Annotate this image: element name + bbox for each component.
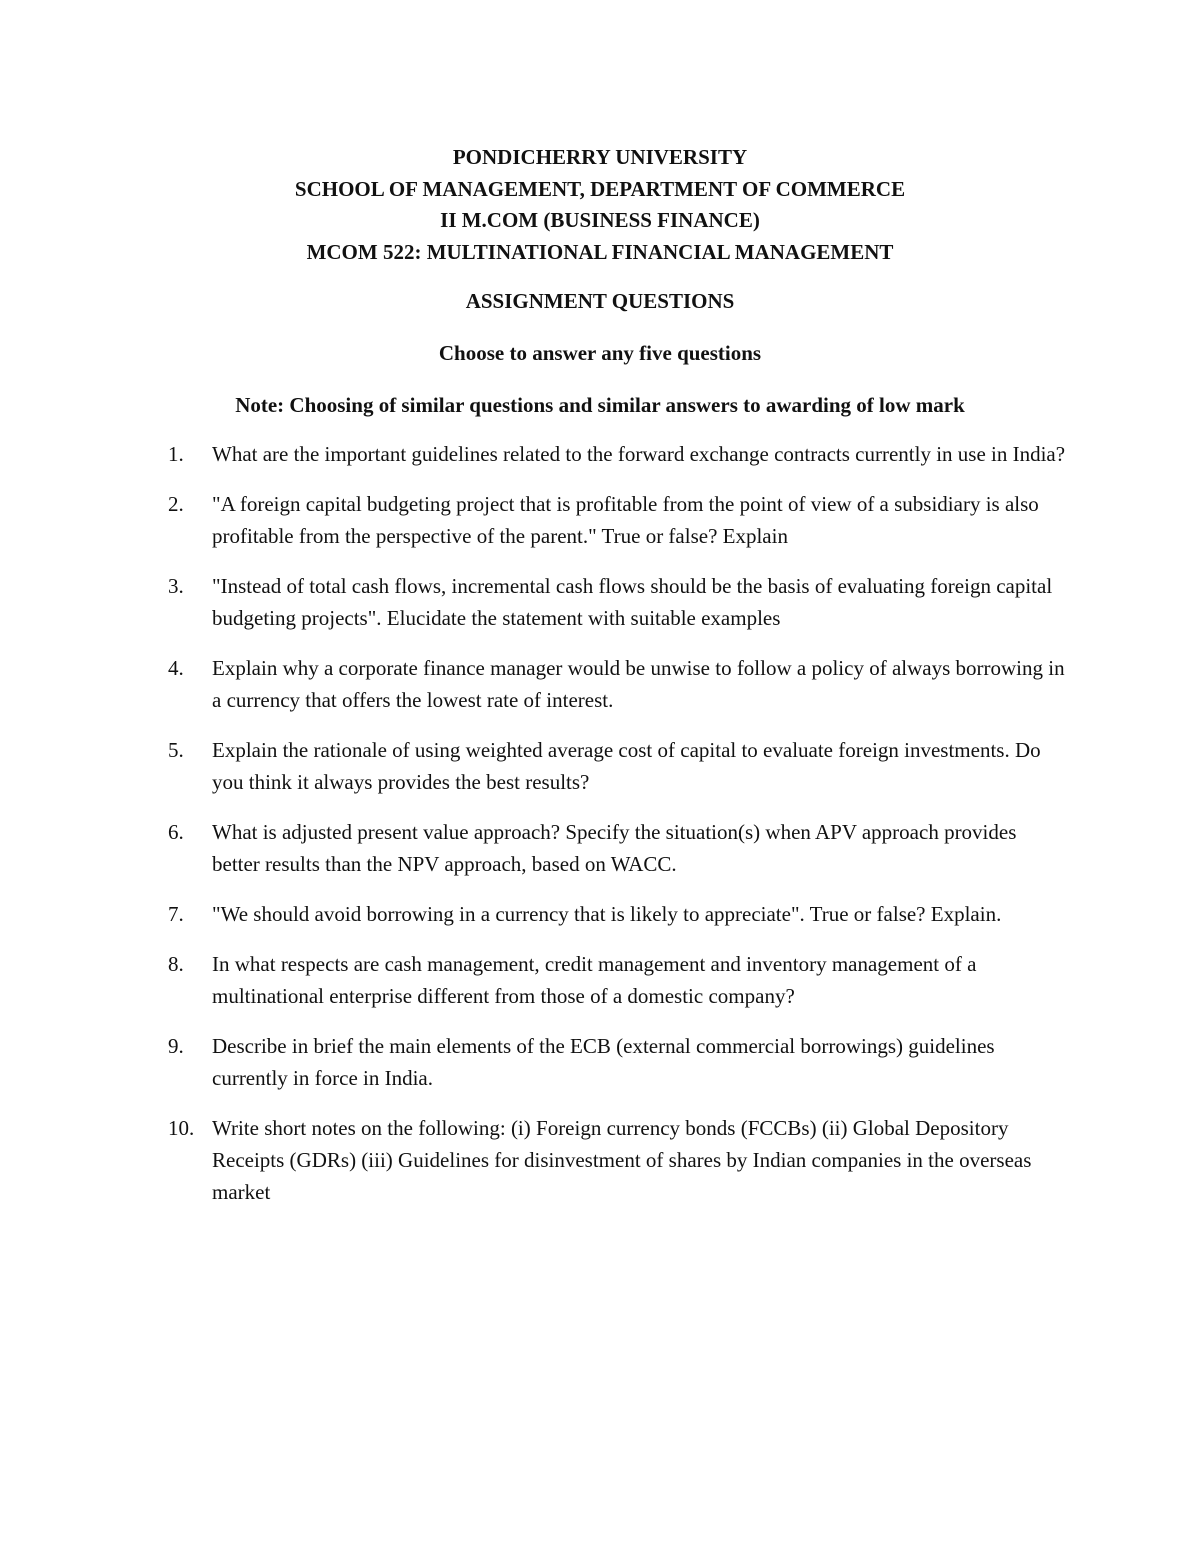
question-number: 5. <box>168 738 184 762</box>
question-text: "We should avoid borrowing in a currency that is likely to appreciate". True or false? Explain. <box>212 902 1002 926</box>
assignment-title: ASSIGNMENT QUESTIONS <box>465 289 735 313</box>
question-text: Describe in brief the main elements of the ECB (external commercial borrowings) guidelines currently in force in India. <box>212 1034 995 1090</box>
question-text: What is adjusted present value approach? Specify the situation(s) when APV approach provides better results than the NPV approach, based on WACC. <box>212 820 1017 876</box>
question-text: In what respects are cash management, credit management and inventory management of a multinational enterprise different from those of a domestic company? <box>212 952 977 1008</box>
question-number: 7. <box>168 902 184 926</box>
document-header <box>0 142 1200 268</box>
question-item <box>168 816 1068 880</box>
question-number: 2. <box>168 492 184 516</box>
note-text: Note: Choosing of similar questions and similar answers to awarding of low mark <box>235 393 965 417</box>
question-number: 10. <box>168 1116 195 1140</box>
question-item <box>168 1112 1068 1208</box>
question-item <box>168 734 1068 798</box>
school-department: SCHOOL OF MANAGEMENT, DEPARTMENT OF COMMERCE <box>294 176 906 201</box>
university-name: PONDICHERRY UNIVERSITY <box>452 145 748 169</box>
question-text: "A foreign capital budgeting project that is profitable from the point of view of a subsidiary is also profitable from the perspective of the parent." True or false? Explain <box>212 492 1039 548</box>
question-number: 9. <box>168 1034 184 1058</box>
question-number: 6. <box>168 820 184 844</box>
question-item <box>168 948 1068 1012</box>
question-text: Write short notes on the following: (i) Foreign currency bonds (FCCBs) (ii) Global Depository Receipts (GDRs) (iii) Guidelines for disinvestment of shares by Indian companies in the overseas market <box>212 1116 1032 1204</box>
question-number: 1. <box>168 442 184 466</box>
question-text: Explain why a corporate finance manager would be unwise to follow a policy of always borrowing in a currency that offers the lowest rate of interest. <box>212 656 1065 712</box>
question-text: What are the important guidelines related to the forward exchange contracts currently in use in India? <box>212 442 1066 466</box>
question-text: "Instead of total cash flows, incremental cash flows should be the basis of evaluating foreign capital budgeting projects". Elucidate the statement with suitable examples <box>212 574 1053 630</box>
question-number: 4. <box>168 656 184 680</box>
question-item <box>168 898 1068 930</box>
question-item <box>168 488 1068 552</box>
question-item <box>168 1030 1068 1094</box>
question-item <box>168 438 1068 470</box>
program-name: II M.COM (BUSINESS FINANCE) <box>440 208 760 232</box>
question-list <box>168 438 1068 1226</box>
question-item <box>168 652 1068 716</box>
instruction-text: Choose to answer any five questions <box>438 341 762 365</box>
question-item <box>168 570 1068 634</box>
course-title: MCOM 522: MULTINATIONAL FINANCIAL MANAGEMENT <box>306 239 894 264</box>
question-number: 3. <box>168 574 184 598</box>
question-text: Explain the rationale of using weighted average cost of capital to evaluate foreign investments. Do you think it always provides the best results? <box>212 738 1041 794</box>
question-number: 8. <box>168 952 184 976</box>
